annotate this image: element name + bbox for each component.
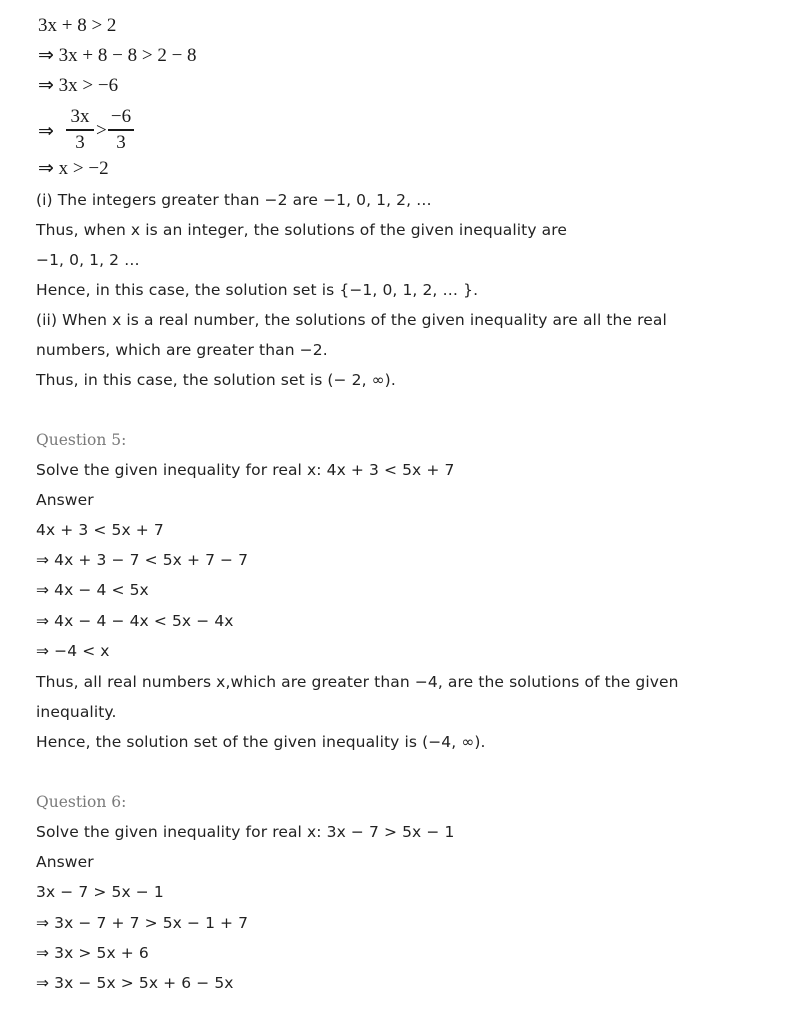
q4-text-line-4: Hence, in this case, the solution set is {−1, 0, 1, 2, … }. (36, 281, 479, 299)
equation-step-5: ⇒ x > −2 (38, 158, 109, 179)
left-denominator: 3 (75, 131, 85, 153)
q6-step-1: 3x − 7 > 5x − 1 (36, 883, 164, 901)
q5-step-2: ⇒ 4x + 3 − 7 < 5x + 7 − 7 (36, 551, 249, 569)
right-denominator: 3 (116, 131, 126, 153)
right-fraction-bar (108, 129, 134, 131)
left-fraction (66, 106, 94, 154)
left-numerator: 3x (70, 106, 90, 127)
right-numerator: −6 (110, 106, 132, 127)
q4-text-line-6: numbers, which are greater than −2. (36, 341, 328, 359)
q4-text-line-7: Thus, in this case, the solution set is (− 2, ∞). (36, 371, 396, 389)
equation-step-3: ⇒ 3x > −6 (38, 75, 119, 96)
relation-symbol: > (96, 120, 107, 141)
q5-step-5: ⇒ −4 < x (36, 642, 110, 660)
q5-conclusion-line-1: Thus, all real numbers x,which are greater than −4, are the solutions of the given (36, 673, 679, 691)
q5-conclusion-line-2: inequality. (36, 703, 117, 721)
q4-text-line-5: (ii) When x is a real number, the solutions of the given inequality are all the real (36, 311, 667, 329)
right-fraction (108, 106, 134, 154)
q6-step-3: ⇒ 3x > 5x + 6 (36, 944, 149, 962)
left-fraction-bar (66, 129, 94, 131)
equation-step-1: 3x + 8 > 2 (38, 15, 117, 36)
question-5-answer-label: Answer (36, 491, 94, 509)
implies-symbol: ⇒ (38, 121, 54, 142)
q5-conclusion-line-3: Hence, the solution set of the given inequality is (−4, ∞). (36, 733, 486, 751)
question-6-heading: Question 6: (36, 793, 127, 811)
equation-step-2: ⇒ 3x + 8 − 8 > 2 − 8 (38, 45, 197, 66)
q5-step-4: ⇒ 4x − 4 − 4x < 5x − 4x (36, 612, 234, 630)
question-5-heading: Question 5: (36, 431, 127, 449)
q4-text-line-2: Thus, when x is an integer, the solutions of the given inequality are (36, 221, 568, 239)
q6-step-4: ⇒ 3x − 5x > 5x + 6 − 5x (36, 974, 234, 992)
question-6-prompt: Solve the given inequality for real x: 3x − 7 > 5x − 1 (36, 823, 455, 841)
question-5-prompt: Solve the given inequality for real x: 4x + 3 < 5x + 7 (36, 461, 455, 479)
q4-text-line-1: (i) The integers greater than −2 are −1, 0, 1, 2, … (36, 191, 432, 209)
q5-step-3: ⇒ 4x − 4 < 5x (36, 581, 149, 599)
q4-text-line-3: −1, 0, 1, 2 … (36, 251, 140, 269)
question-6-answer-label: Answer (36, 853, 94, 871)
q6-step-2: ⇒ 3x − 7 + 7 > 5x − 1 + 7 (36, 914, 249, 932)
q5-step-1: 4x + 3 < 5x + 7 (36, 521, 164, 539)
